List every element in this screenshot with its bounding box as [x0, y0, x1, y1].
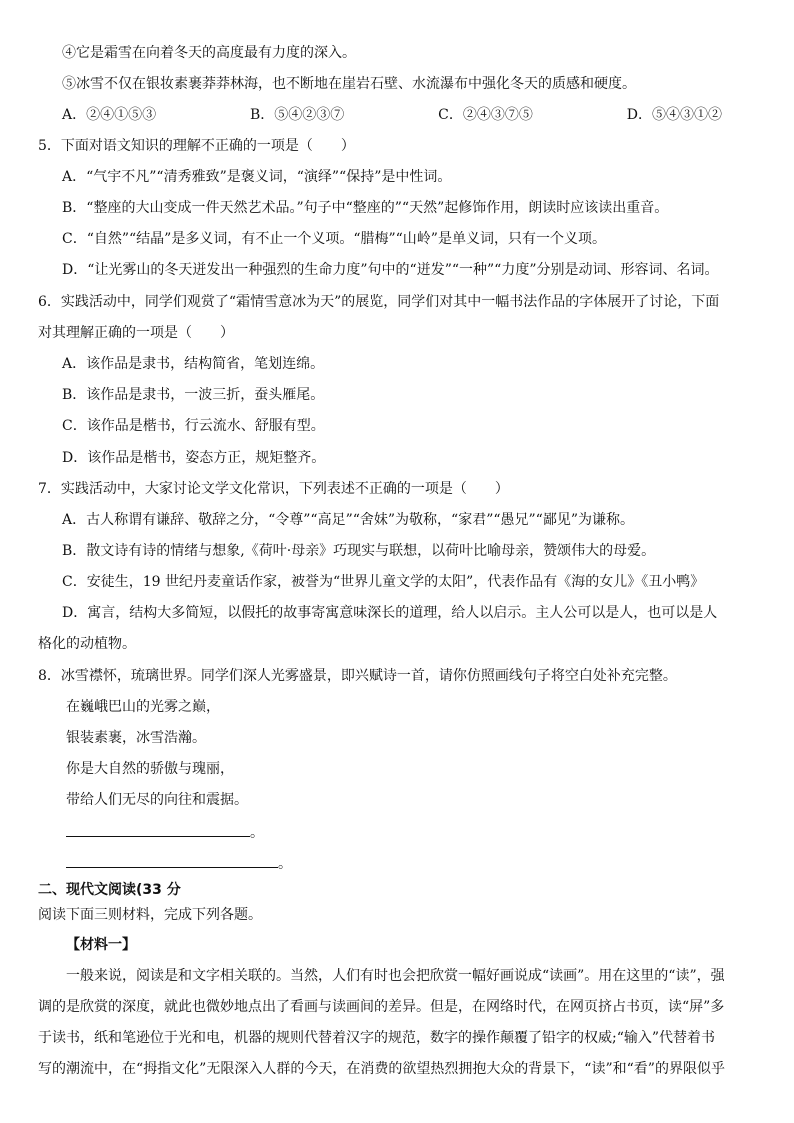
- q7-option-d-line2: 格化的动植物。: [38, 636, 136, 652]
- poem-line-4: 带给人们无尽的向往和震据。: [66, 792, 248, 808]
- q4-option-d: D．⑤④③①②: [626, 107, 722, 123]
- q6-stem-line1: 6．实践活动中，同学们观赏了“霜情雪意冰为天”的展览，同学们对其中一幅书法作品的字体展开了讨论，下面: [38, 294, 720, 310]
- q6-stem-line2: 对其理解正确的一项是（ ）: [38, 325, 234, 341]
- material-label: 【材料一】: [66, 937, 136, 953]
- paragraph-line-1: 一般来说，阅读是和文字相关联的。当然，人们有时也会把欣赏一幅好画说成“读画”。用在这里的“读”，强: [66, 968, 725, 984]
- q7-option-c: C．安徒生，19 世纪丹麦童话作家，被誉为“世界儿童文学的太阳”，代表作品有《海的女儿》《丑小鸭》: [62, 574, 705, 590]
- section-heading: 二、现代文阅读(33 分: [38, 882, 181, 898]
- poem-line-2: 银装素裹，冰雪浩瀚。: [66, 730, 206, 746]
- answer-blank-2-line[interactable]: [66, 853, 278, 868]
- q4-option-b: B．⑤④②③⑦: [250, 107, 345, 123]
- paragraph-line-2: 调的是欣赏的深度，就此也微妙地点出了看画与读画间的差异。但是，在网络时代，在网页挤占书页，读“屏”多: [38, 999, 725, 1015]
- q5-option-d: D．“让光雾山的冬天迸发出一种强烈的生命力度”句中的“迸发”“一种”“力度”分别是动词、形容词、名词。: [62, 262, 719, 278]
- paragraph-line-3: 于读书，纸和笔逊位于光和电，机器的规则代替着汉字的规范，数字的操作颠覆了铅字的权威;“输入”代替着书: [38, 1030, 716, 1046]
- q5-stem: 5．下面对语文知识的理解不正确的一项是（ ）: [38, 138, 355, 154]
- q6-option-c: C．该作品是楷书，行云流水、舒服有型。: [62, 418, 325, 434]
- q6-option-b: B．该作品是隶书，一波三折，蚕头雁尾。: [62, 387, 325, 403]
- q4-option-a: A．②④①⑤③: [62, 107, 157, 123]
- sentence-5: ⑤冰雪不仅在银妆素裹莽莽林海，也不断地在崖岩石壁、水流瀑布中强化冬天的质感和硬度。: [62, 76, 636, 92]
- q7-option-a: A．古人称谓有谦辞、敬辞之分，“令尊”“高足”“舍妹”为敬称，“家君”“愚兄”“鄙见”为谦称。: [62, 512, 634, 528]
- q7-stem: 7．实践活动中，大家讨论文学文化常识，下列表述不正确的一项是（ ）: [38, 481, 509, 497]
- q6-option-a: A．该作品是隶书，结构简省，笔划连绵。: [62, 356, 325, 372]
- answer-blank-2[interactable]: 。: [66, 853, 292, 874]
- answer-blank-1[interactable]: 。: [66, 822, 264, 843]
- poem-line-3: 你是大自然的骄傲与瑰丽，: [66, 761, 234, 777]
- q7-option-d-line1: D．寓言，结构大多简短，以假托的故事寄寓意味深长的道理，给人以启示。主人公可以是人，也可以是人: [62, 605, 718, 621]
- poem-line-1: 在巍峨巴山的光雾之巅，: [66, 699, 220, 715]
- paragraph-line-4: 写的潮流中，在“拇指文化”无限深入人群的今天，在消费的欲望热烈拥抱大众的背景下，“读”和“看”的界限似乎: [38, 1061, 725, 1077]
- answer-blank-1-line[interactable]: [66, 822, 250, 837]
- section-instruction: 阅读下面三则材料，完成下列各题。: [38, 907, 262, 923]
- q6-option-d: D．该作品是楷书，姿态方正，规矩整齐。: [62, 450, 326, 466]
- q4-option-c: C．②④③⑦⑤: [438, 107, 533, 123]
- q5-option-a: A．“气宇不凡”“清秀雅致”是褒义词，“演绎”“保持”是中性词。: [62, 169, 452, 185]
- q5-option-b: B．“整座的大山变成一件天然艺术品。”句子中“整座的”“天然”起修饰作用，朗读时应该读出重音。: [62, 200, 669, 216]
- q7-option-b: B．散文诗有诗的情绪与想象,《荷叶·母亲》巧现实与联想，以荷叶比喻母亲，赞颂伟大的母爱。: [62, 543, 656, 559]
- sentence-4: ④它是霜雪在向着冬天的高度最有力度的深入。: [62, 45, 356, 61]
- q8-stem: 8．冰雪襟怀，琉璃世界。同学们深人光雾盛景，即兴赋诗一首，请你仿照画线句子将空白处补充完整。: [38, 668, 677, 684]
- q5-option-c: C．“自然”“结晶”是多义词，有不止一个义项。“腊梅”“山岭”是单义词，只有一个义项。: [62, 231, 606, 247]
- q4-options: [62, 105, 722, 125]
